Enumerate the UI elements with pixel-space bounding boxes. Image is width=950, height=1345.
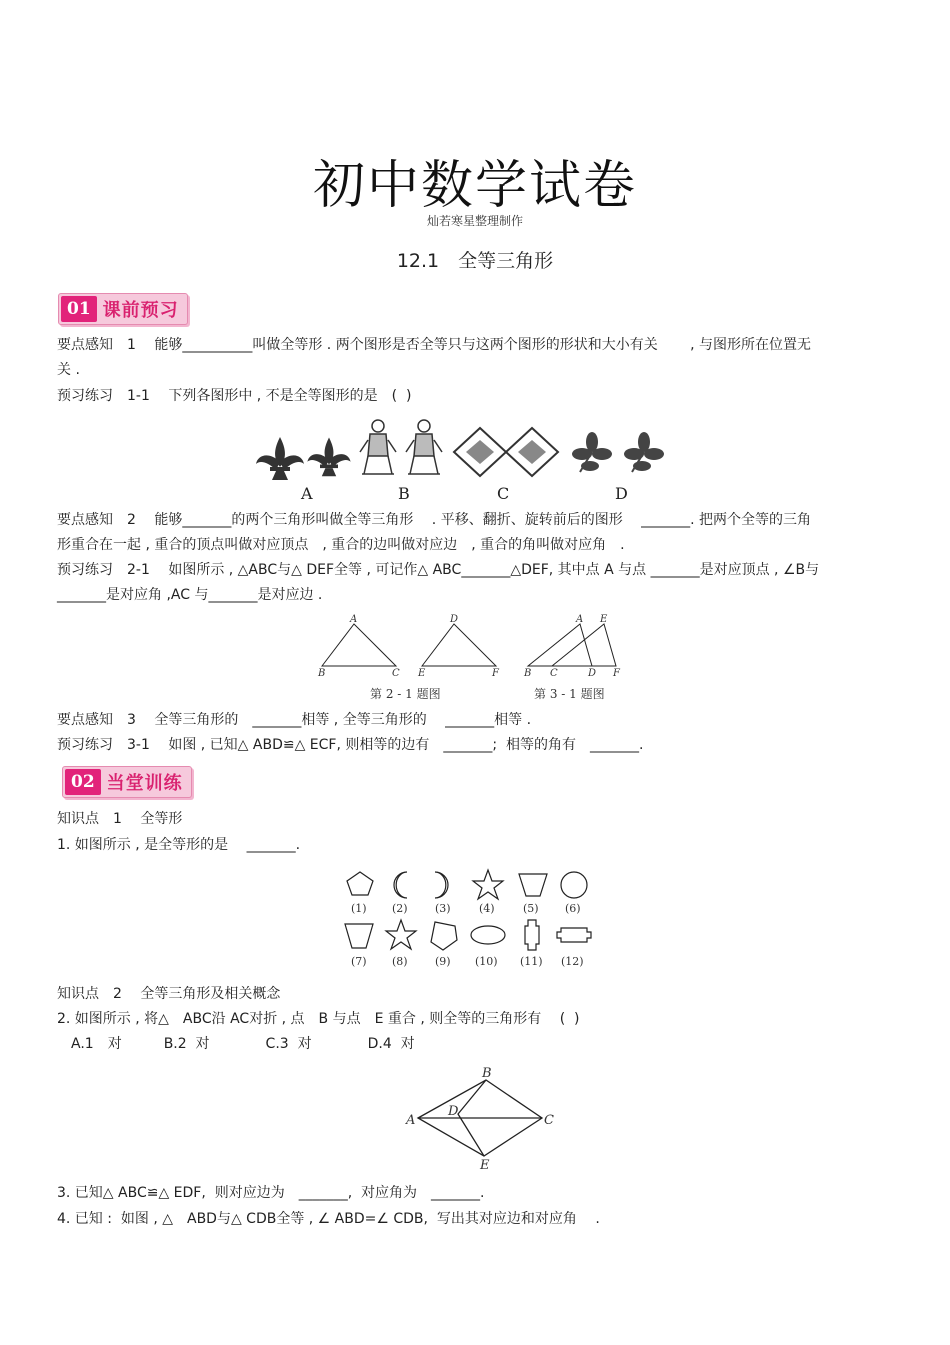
figure-triangles [310,612,630,707]
shape-label: (1) [351,902,367,915]
shape-label: (5) [523,902,539,915]
person-figure-icon [406,420,442,474]
vertex-label: B [482,1066,492,1081]
shape-label: (11) [520,955,543,968]
text-line: _______是对应角 ,AC 与_______是对应边 . [57,587,323,603]
pentagon-icon [431,922,457,950]
page-subtitle: 灿若寒星整理制作 [426,214,523,228]
ellipse-icon [471,926,505,944]
triangle-abc [322,624,396,666]
text-line: 4. 已知 : 如图 , △ ABD与△ CDB全等 , ∠ ABD=∠ CDB, 写出其对应边和对应角 . [57,1211,600,1227]
circle-icon [561,872,587,898]
crescent-icon [435,872,448,898]
text-line: 预习练习 3-1 如图 , 已知△ ABD≌△ ECF, 则相等的边有 _______; 相等的角有 _______. [57,737,644,753]
text-line: 3. 已知△ ABC≌△ EDF, 则对应边为 _______, 对应角为 _______. [57,1185,485,1201]
person-figure-icon [360,420,396,474]
text-line: 知识点 2 全等三角形及相关概念 [57,986,281,1002]
vertex-label: F [613,668,620,679]
shape-label: (2) [392,902,408,915]
text-line: 预习练习 1-1 下列各图形中 , 不是全等图形的是 ( ) [57,388,412,404]
triangle-ecf [552,624,616,666]
shape-label: (6) [565,902,581,915]
text-line: 关 . [57,362,80,378]
fig-label: D [615,484,628,503]
fig-label: A [301,484,313,503]
star-icon [386,920,416,949]
vertex-label: A [406,1113,416,1128]
page-title: 初中数学试卷 [312,156,637,216]
star-icon [473,870,503,899]
vertex-label: F [492,668,499,679]
shape-label: (10) [475,955,498,968]
shape-label: (12) [561,955,584,968]
vertex-label: E [600,614,608,625]
shape-label: (7) [351,955,367,968]
badge-number: 01 [61,296,97,322]
vertex-label: A [576,614,584,625]
vertex-label: B [524,668,532,679]
section-badge-practice [62,766,192,798]
text-line: 预习练习 2-1 如图所示 , △ABC与△ DEF全等 , 可记作△ ABC_______△DEF, 其中点 A 与点 _______是对应顶点 , ∠B与 [57,562,820,578]
vertex-label: C [544,1113,554,1128]
vertex-label: C [550,668,558,679]
text-line: 要点感知 2 能够_______的两个三角形叫做全等三角形 . 平移、翻折、旋转前后的图形 _______. 把两个全等的三角 [57,512,812,528]
badge-label: 当堂训练 [106,773,183,794]
trapezoid-icon [519,874,547,896]
vertex-label: C [392,668,400,679]
figure-caption: 第 2 - 1 题图 [370,687,441,701]
shape-label: (8) [392,955,408,968]
shape-label: (3) [435,902,451,915]
fig-label: B [398,484,410,503]
crescent-icon [394,872,407,898]
text-line: 要点感知 3 全等三角形的 _______相等 , 全等三角形的 _______相等 . [57,712,532,728]
pentagon-icon [347,872,373,895]
text-line: 要点感知 1 能够__________叫做全等形 . 两个图形是否全等只与这两个图形的形状和大小有关 , 与图形所在位置无 [57,337,812,353]
badge-number: 02 [65,769,101,795]
triangle-def [422,624,496,666]
figure-shape-grid [335,862,605,972]
vertex-label: A [350,614,358,625]
text-line: 知识点 1 全等形 [57,811,183,827]
section-heading: 12.1 全等三角形 [396,250,554,272]
fleur-de-lis-icon [307,438,350,477]
text-line: 1. 如图所示 , 是全等形的是 _______. [57,837,301,853]
section-badge-preview [58,293,188,325]
diamond-icon [506,428,558,476]
trapezoid-icon [345,924,373,948]
vertical-bar-icon [525,920,539,950]
horizontal-bar-icon [557,928,591,942]
fleur-de-lis-icon [256,437,304,480]
text-line: A.1 对 B.2 对 C.3 对 D.4 对 [57,1036,415,1052]
vertex-label: B [318,668,326,679]
fig-label: C [497,484,510,503]
text-line: 形重合在一起 , 重合的顶点叫做对应顶点 , 重合的边叫做对应边 , 重合的角叫做对应角 . [57,537,625,553]
shape-label: (9) [435,955,451,968]
plant-icon [572,432,612,472]
vertex-label: D [450,614,459,625]
shape-label: (4) [479,902,495,915]
vertex-label: E [480,1158,490,1173]
text-line: 2. 如图所示 , 将△ ABC沿 AC对折 , 点 B 与点 E 重合 , 则全等的三角形有 ( ) [57,1011,580,1027]
plant-icon [624,432,664,472]
figure-shapes-abcd [250,412,680,507]
diamond-icon [454,428,506,476]
figure-caption: 第 3 - 1 题图 [534,687,605,701]
figure-folded-triangle [400,1066,570,1176]
badge-label: 课前预习 [102,300,179,321]
vertex-label: E [418,668,426,679]
vertex-label: D [588,668,597,679]
vertex-label: D [448,1104,459,1119]
